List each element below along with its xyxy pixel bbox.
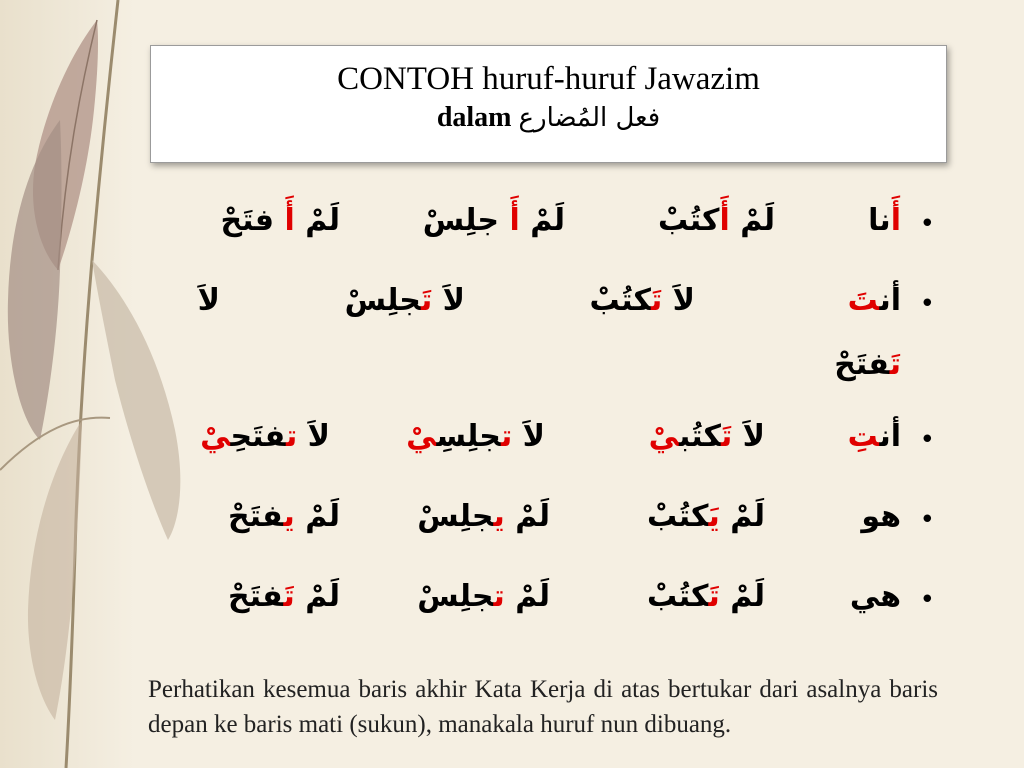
bullet-icon: • [919, 425, 935, 455]
pronoun-ana: أَنا [868, 203, 901, 238]
word-katab: لَمْ أَكتُبْ [658, 203, 775, 238]
word-jalas: لَمْ أَ جلِسْ [422, 203, 565, 238]
note-paragraph: Perhatikan kesemua baris akhir Kata Kerja di atas bertukar dari asalnya baris depan ke baris mati (sukun), manakala huruf nun dibuang. [148, 676, 938, 738]
title-line-2 [151, 98, 946, 138]
word-jalas: لَمْ تجلِسْ [417, 579, 550, 614]
word-katab: لاَ تَكتُبيْ [648, 419, 765, 454]
title-latin: dalam [436, 102, 512, 133]
word-fatah: لَمْ يفتَحْ [228, 499, 340, 534]
list-item-hiya [165, 571, 935, 651]
title-line-1: CONTOH huruf-huruf Jawazim [337, 61, 760, 97]
word-jalas: لاَ تجلِسِيْ [406, 419, 545, 454]
pronoun-hiya: هي [849, 579, 901, 614]
pronoun-anta: أنتَ [847, 283, 901, 318]
word-fatah: لاَ تفتَحِيْ [200, 419, 330, 454]
word-katab: لاَ تَكتُبْ [589, 283, 695, 318]
word-katab: لَمْ يَكتُبْ [647, 499, 765, 534]
list-item-huwa [165, 491, 935, 571]
word-katab: لَمْ تَكتُبْ [647, 579, 765, 614]
word-fatah: لَمْ تَفتَحْ [228, 579, 340, 614]
word-fatah: لَمْ أَ فتَحْ [220, 203, 340, 238]
word-fatah: تَفتَحْ [834, 347, 901, 382]
bullet-icon: • [919, 209, 935, 239]
list-item-anti [165, 411, 935, 491]
list-item-ana [165, 195, 935, 275]
title-box [150, 45, 947, 163]
pronoun-huwa: هو [861, 499, 901, 534]
word-jalas: لَمْ يجلِسْ [417, 499, 550, 534]
word-jalas: لاَ تَجلِسْ [344, 283, 465, 318]
pronoun-anti: أنتِ [847, 419, 901, 454]
word-la: لاَ [197, 283, 220, 318]
bullet-icon: • [919, 289, 935, 319]
title-arabic: فعل المُضارع [518, 103, 661, 133]
list-item-anta [165, 275, 935, 411]
conjugation-list [165, 195, 935, 651]
bullet-icon: • [919, 585, 935, 615]
bullet-icon: • [919, 505, 935, 535]
